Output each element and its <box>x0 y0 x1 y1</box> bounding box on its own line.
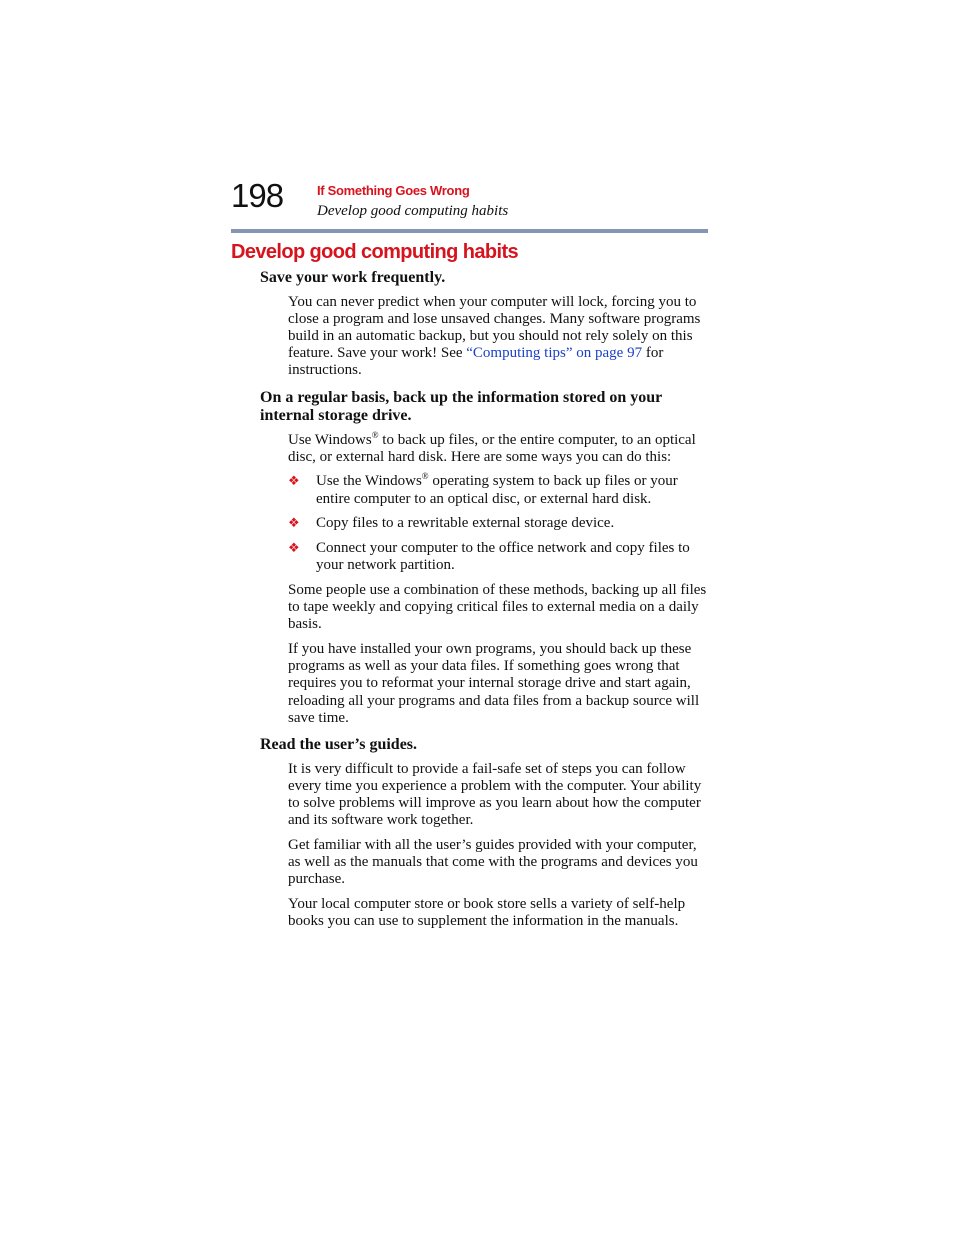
list-item-text: operating system to back up files or your entire computer to an optical disc, or external hard disk. <box>316 473 678 507</box>
running-header-chapter: If Something Goes Wrong <box>317 183 470 198</box>
paragraph-text: for instructions. <box>288 345 664 379</box>
list-item-text: Connect your computer to the office network and copy files to your network partition. <box>316 540 690 574</box>
paragraph-text: Use Windows <box>288 431 372 448</box>
backup-methods-list <box>260 473 708 574</box>
paragraph-guides-difficulty: It is very difficult to provide a fail-safe set of steps you can follow every time you experience a problem with the computer. Your ability to solve problems will improve as you learn about how the computer and its software work together. <box>288 760 702 829</box>
list-item <box>288 471 708 507</box>
header-divider <box>231 229 708 233</box>
diamond-bullet-icon: ❖ <box>288 474 300 490</box>
list-item <box>288 515 708 532</box>
subheading-backup: On a regular basis, back up the information stored on your internal storage drive. <box>260 388 662 425</box>
paragraph-text: You can never predict when your computer will lock, forcing you to close a program and lose unsaved changes. Many software programs build in an automatic backup, but you should not rely solely on this feature. Save your work! See <box>288 293 701 362</box>
section-title: Develop good computing habits <box>231 241 519 263</box>
diamond-bullet-icon: ❖ <box>288 516 300 532</box>
subheading-read-guides: Read the user’s guides. <box>260 736 418 754</box>
page-number: 198 <box>231 177 284 214</box>
list-item-text: Use the Windows <box>316 473 422 490</box>
paragraph-backup-intro <box>288 429 708 466</box>
body-content <box>260 269 708 938</box>
registered-mark: ® <box>371 429 379 440</box>
paragraph-guides-store: Your local computer store or book store sells a variety of self-help books you can use to supplement the information in the manuals. <box>288 895 686 930</box>
paragraph-backup-programs: If you have installed your own programs, you should back up these programs as well as your data files. If something goes wrong that requires you to reformat your internal storage drive and start again, reloading all your programs and data files from a backup source will save time. <box>288 641 700 726</box>
running-header-section: Develop good computing habits <box>317 203 509 219</box>
registered-mark: ® <box>421 471 429 482</box>
computing-tips-link[interactable]: “Computing tips” on page 97 <box>466 345 643 362</box>
paragraph-guides-familiar: Get familiar with all the user’s guides provided with your computer, as well as the manuals that come with the programs and devices you purchase. <box>288 836 698 888</box>
diamond-bullet-icon: ❖ <box>288 541 300 557</box>
list-item <box>288 540 708 574</box>
paragraph-text: to back up files, or the entire computer, to an optical disc, or external hard disk. Here are some ways you can do this: <box>288 431 696 465</box>
subheading-save-work: Save your work frequently. <box>260 269 446 286</box>
paragraph-save-work <box>288 294 708 380</box>
list-item-text: Copy files to a rewritable external storage device. <box>316 515 615 532</box>
paragraph-backup-combination: Some people use a combination of these methods, backing up all files to tape weekly and copying critical files to external media on a daily basis. <box>288 581 707 633</box>
